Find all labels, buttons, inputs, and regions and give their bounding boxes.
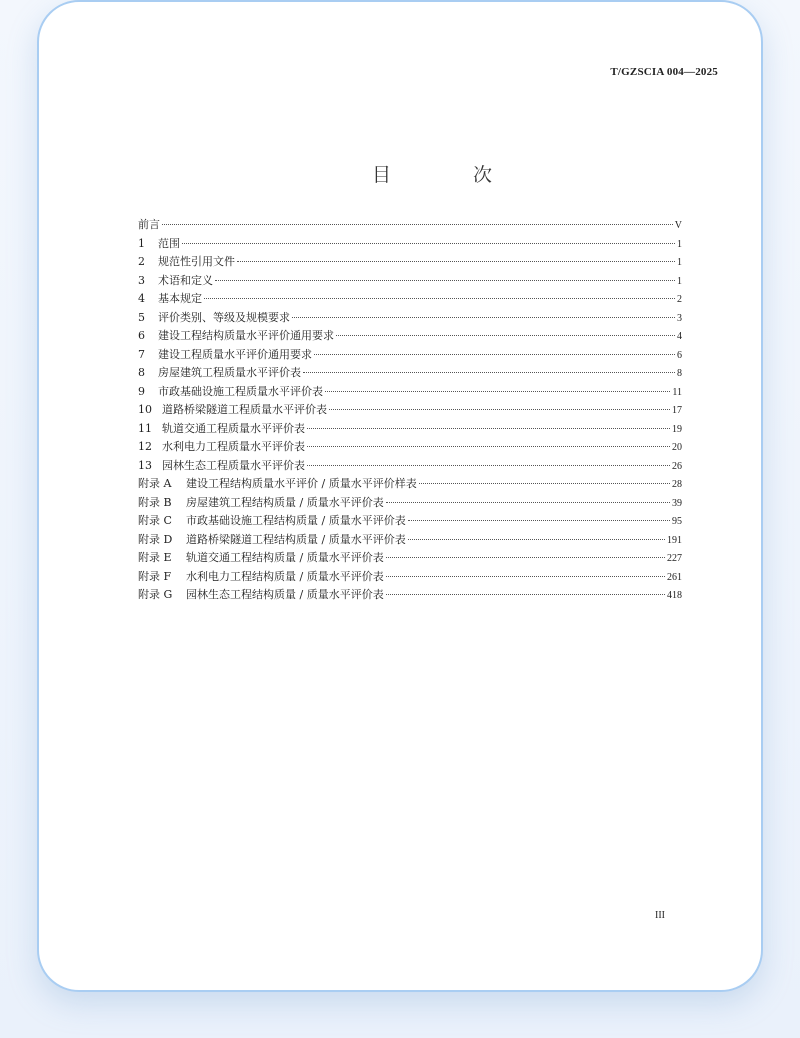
toc-entry-number: 6 [138, 329, 145, 342]
toc-dot-leader [215, 280, 675, 281]
toc-dot-leader [303, 372, 675, 373]
toc-entry-label: 市政基础设施工程结构质量 / 质量水平评价表 [186, 514, 406, 527]
toc-entry-label: 道路桥梁隧道工程质量水平评价表 [162, 403, 327, 416]
toc-entry[interactable] [138, 512, 682, 531]
toc-entry[interactable] [138, 586, 682, 605]
toc-entry-label: 水利电力工程结构质量 / 质量水平评价表 [186, 569, 384, 583]
toc-entry-page: 11 [672, 386, 682, 398]
toc-dot-leader [386, 576, 665, 577]
toc-entry-label: 建设工程质量水平评价通用要求 [158, 347, 312, 361]
toc-entry-number: 9 [138, 384, 145, 398]
toc-entry[interactable] [138, 364, 682, 383]
toc-entry-label: 建设工程结构质量水平评价通用要求 [158, 329, 334, 342]
toc-dot-leader [336, 335, 675, 336]
toc-entry-number: 11 [138, 421, 152, 435]
toc-entry-page: 191 [667, 534, 682, 546]
toc-dot-leader [314, 354, 675, 355]
toc-entry-page: 20 [672, 442, 682, 453]
toc-entry[interactable] [138, 327, 682, 346]
toc-entry-label: 房屋建筑工程结构质量 / 质量水平评价表 [186, 495, 384, 509]
toc-entry-page: 1 [677, 257, 682, 268]
toc-entry-page: 227 [667, 553, 682, 564]
toc-entry-page: 418 [667, 590, 682, 601]
toc-entry-label: 范围 [158, 236, 180, 250]
toc-entry-page: 17 [672, 405, 682, 416]
toc-entry[interactable] [138, 290, 682, 309]
toc-entry-label: 术语和定义 [158, 273, 213, 287]
toc-entry[interactable] [138, 346, 682, 365]
toc-entry-number: 4 [138, 292, 145, 305]
toc-dot-leader [204, 298, 675, 299]
toc-dot-leader [386, 594, 665, 595]
toc-entry-number: 2 [138, 255, 145, 268]
toc-entry-number: 12 [138, 440, 152, 453]
toc-dot-leader [329, 409, 670, 410]
toc-entry-number: 附录 E [138, 551, 172, 564]
toc-entry-number: 附录 F [138, 569, 172, 583]
toc-dot-leader [386, 502, 670, 503]
toc-entry-label: 轨道交通工程结构质量 / 质量水平评价表 [186, 551, 384, 564]
toc-entry-number: 3 [138, 273, 145, 287]
toc-entry-page: 2 [677, 294, 682, 305]
toc-entry[interactable] [138, 401, 682, 420]
toc-dot-leader [182, 243, 675, 244]
document-code: T/GZSCIA 004—2025 [610, 66, 718, 78]
toc-entry[interactable] [138, 235, 682, 254]
toc-entry[interactable] [138, 272, 682, 291]
toc-entry-number: 附录 D [138, 532, 173, 546]
toc-entry-label: 园林生态工程结构质量 / 质量水平评价表 [186, 588, 384, 601]
toc-dot-leader [292, 317, 675, 318]
toc-entry-page: 1 [677, 275, 682, 287]
toc-entry-number: 13 [138, 458, 152, 472]
toc-entry-number: 8 [138, 366, 145, 379]
toc-entry[interactable] [138, 383, 682, 402]
toc-entry-page: 19 [672, 423, 682, 435]
toc-entry[interactable] [138, 494, 682, 513]
toc-entry-label: 园林生态工程质量水平评价表 [162, 458, 305, 472]
toc-entry-number: 附录 B [138, 495, 172, 509]
toc-entry-label: 市政基础设施工程质量水平评价表 [158, 384, 323, 398]
toc-dot-leader [386, 557, 665, 558]
toc-entry[interactable] [138, 475, 682, 494]
toc-entry-label: 规范性引用文件 [158, 255, 235, 268]
toc-dot-leader [162, 224, 673, 225]
toc-entry[interactable] [138, 438, 682, 457]
toc-entry[interactable] [138, 457, 682, 476]
toc-entry-page: V [674, 220, 682, 231]
toc-entry-page: 8 [677, 368, 682, 379]
toc-entry-label: 道路桥梁隧道工程结构质量 / 质量水平评价表 [186, 532, 406, 546]
toc-entry[interactable] [138, 568, 682, 587]
toc-entry[interactable] [138, 549, 682, 568]
toc-entry-page: 95 [672, 516, 682, 527]
toc-entry-label: 评价类别、等级及规模要求 [158, 310, 290, 324]
toc-dot-leader [307, 428, 670, 429]
toc-entry-page: 261 [667, 571, 682, 583]
page-number: III [655, 910, 665, 921]
toc-dot-leader [419, 483, 670, 484]
toc-dot-leader [307, 446, 670, 447]
toc-entry-number: 10 [138, 403, 152, 416]
toc-entry[interactable] [138, 309, 682, 328]
toc-dot-leader [408, 520, 670, 521]
toc-entry-number: 1 [138, 236, 145, 250]
toc-entry-page: 26 [672, 460, 682, 472]
toc-entry-page: 28 [672, 479, 682, 490]
toc-entry-label: 水利电力工程质量水平评价表 [162, 440, 305, 453]
toc-entry-label: 前言 [138, 218, 160, 231]
toc-entry[interactable] [138, 216, 682, 235]
toc-entry-number: 7 [138, 347, 145, 361]
toc-entry-label: 房屋建筑工程质量水平评价表 [158, 366, 301, 379]
toc-entry-number: 5 [138, 310, 145, 324]
table-of-contents [138, 216, 682, 605]
toc-entry-page: 39 [672, 497, 682, 509]
toc-dot-leader [325, 391, 670, 392]
toc-dot-leader [408, 539, 665, 540]
toc-entry-page: 1 [677, 238, 682, 250]
toc-entry-number: 附录 G [138, 588, 173, 601]
toc-dot-leader [237, 261, 675, 262]
toc-entry[interactable] [138, 253, 682, 272]
toc-entry[interactable] [138, 531, 682, 550]
toc-entry-page: 4 [677, 331, 682, 342]
toc-entry-page: 3 [677, 312, 682, 324]
toc-entry-number: 附录 A [138, 477, 172, 490]
toc-entry-label: 轨道交通工程质量水平评价表 [162, 421, 305, 435]
toc-entry-number: 附录 C [138, 514, 172, 527]
toc-entry-label: 建设工程结构质量水平评价 / 质量水平评价样表 [186, 477, 417, 490]
toc-entry[interactable] [138, 420, 682, 439]
toc-entry-page: 6 [677, 349, 682, 361]
toc-entry-label: 基本规定 [158, 292, 202, 305]
toc-title: 目 次 [372, 164, 531, 186]
toc-dot-leader [307, 465, 670, 466]
